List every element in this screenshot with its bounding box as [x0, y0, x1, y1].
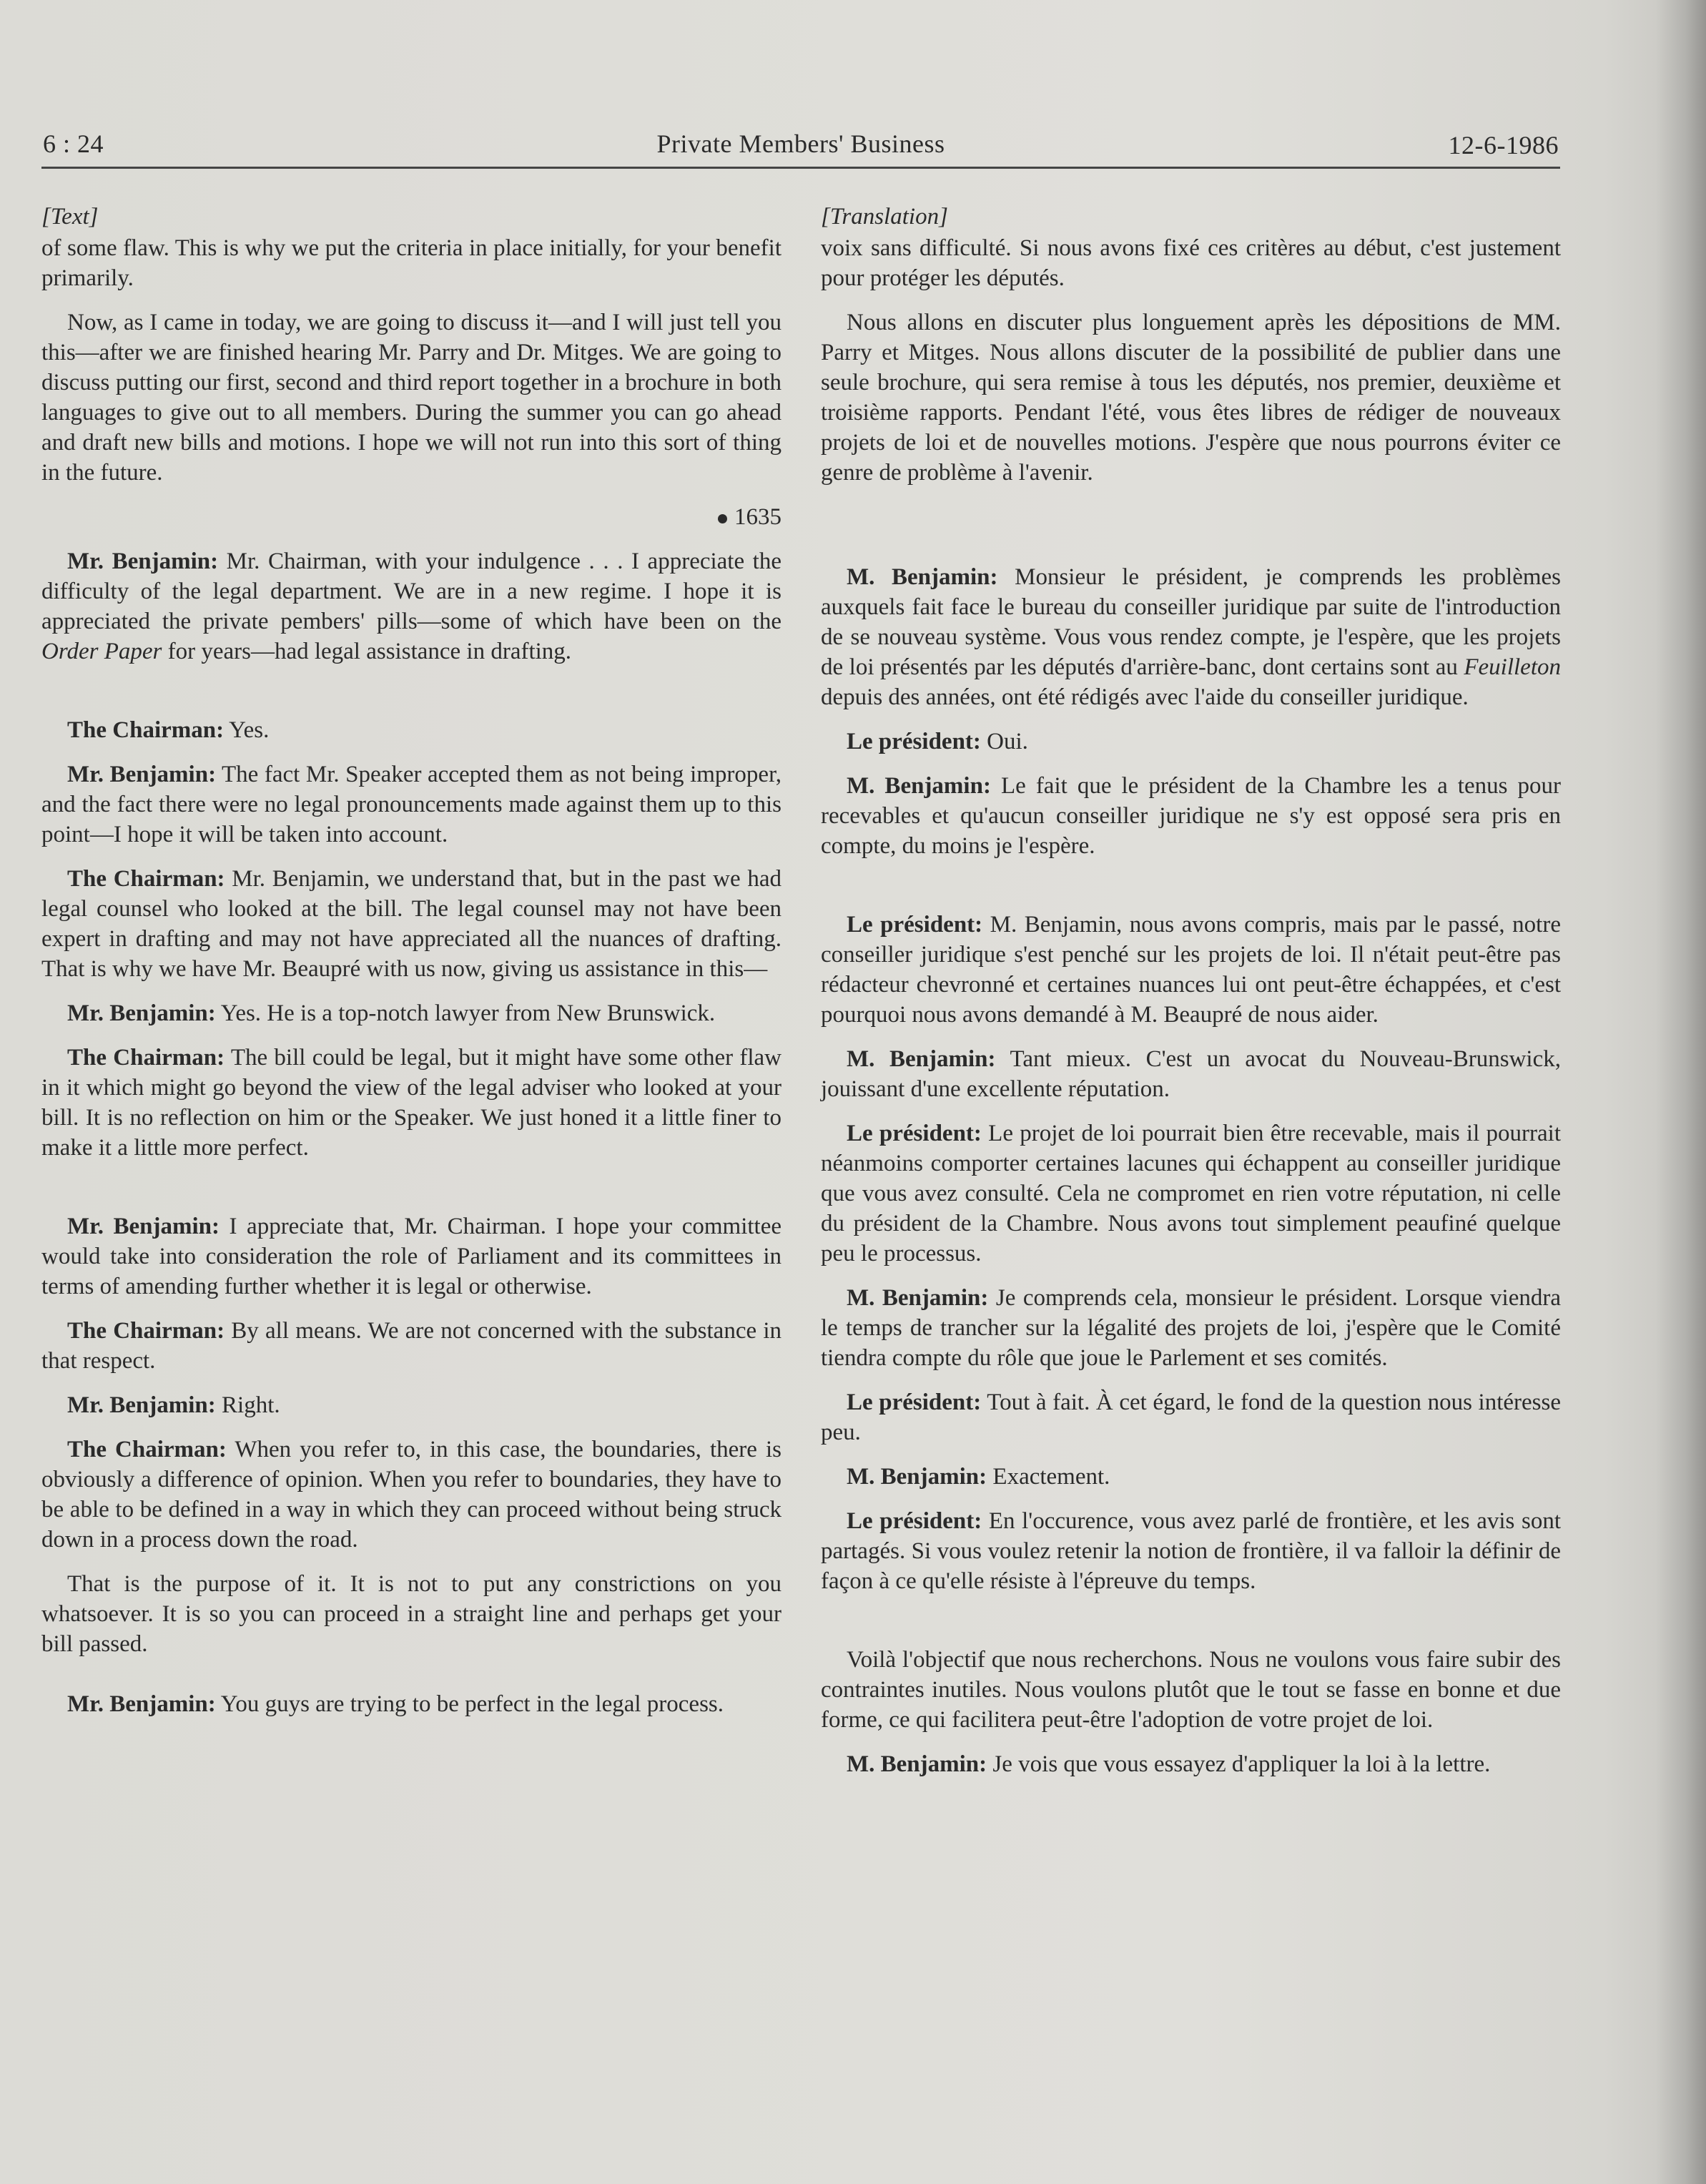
speech-turn: Le président: En l'occurence, vous avez parlé de frontière, et les avis sont partagés. Si vous voulez retenir la notion de frontière, il va falloir la définir de façon à ce qu'elle résiste à l'épreuve du temps.: [821, 1508, 1561, 1594]
speech-turn: Le président: Le projet de loi pourrait bien être recevable, mais il pourrait néanmoins comporter certaines lacunes qui échappent au conseiller juridique que vous avez consulté. Cela ne compromet en rien votre réputation, ni celle du président de la Chambre. Nous avons tout simplement peaufiné quelque peu le processus.: [821, 1121, 1561, 1266]
speaker-name: The Chairman:: [67, 866, 225, 892]
speech-turn: M. Benjamin: Exactement.: [847, 1464, 1110, 1490]
speaker-name: Le président:: [847, 912, 983, 938]
speech-turn: The Chairman: Yes.: [67, 717, 270, 743]
paragraph: voix sans difficulté. Si nous avons fixé ces critères au début, c'est justement pour protéger les députés.: [821, 235, 1561, 291]
speaker-name: M. Benjamin:: [847, 1751, 987, 1777]
speaker-name: M. Benjamin:: [847, 773, 991, 799]
running-title: Private Members' Business: [656, 129, 945, 158]
paragraph: of some flaw. This is why we put the criteria in place initially, for your benefit primarily.: [41, 235, 781, 291]
speech-turn: M. Benjamin: Tant mieux. C'est un avocat du Nouveau-Brunswick, jouissant d'une excellente réputation.: [821, 1046, 1561, 1102]
speaker-name: Le président:: [847, 1121, 982, 1146]
speaker-name: M. Benjamin:: [847, 564, 998, 590]
speaker-name: Mr. Benjamin:: [67, 549, 219, 574]
speech-turn: M. Benjamin: Monsieur le président, je comprends les problèmes auxquels fait face le bureau du conseiller juridique par suite de l'introduction de se nouveau système. Vous vous rendez compte, je l'espère, que les projets de loi présentés par les députés d'arrière-banc, dont certains sont au Feuilleton depuis des années, ont été rédigés avec l'aide du conseiller juridique.: [821, 564, 1562, 710]
speech-turn: Le président: M. Benjamin, nous avons compris, mais par le passé, notre conseiller juridique s'est penché sur les projets de loi. Il n'était peut-être pas rédacteur chevronné et certaines nuances lui ont peut-être échappées, et c'est pourquoi nous avons demandé à M. Beaupré de nous aider.: [821, 912, 1561, 1028]
header-rule: [41, 167, 1560, 169]
speech-turn: Mr. Benjamin: Mr. Chairman, with your indulgence . . . I appreciate the difficulty of the legal department. We are in a new regime. I hope it is appreciated the private pembers' pills—some of which have been on the Order Paper for years—had legal assistance in drafting.: [41, 549, 782, 664]
speech-turn: The Chairman: By all means. We are not concerned with the substance in that respect.: [41, 1318, 781, 1374]
column-label: [Text]: [41, 204, 99, 230]
page-edge-shadow: [1656, 0, 1706, 2184]
speech-turn: Mr. Benjamin: Right.: [67, 1392, 280, 1418]
speaker-name: Le président:: [847, 729, 981, 754]
speech-turn: Mr. Benjamin: Yes. He is a top-notch lawyer from New Brunswick.: [67, 1000, 716, 1026]
french-column: [821, 202, 1561, 1794]
speaker-name: M. Benjamin:: [847, 1046, 996, 1072]
speech-turn: The Chairman: When you refer to, in this case, the boundaries, there is obviously a difference of opinion. When you refer to boundaries, they have to be able to be defined in a way in which they can proceed without being struck down in a process down the road.: [41, 1437, 781, 1553]
speech-turn: M. Benjamin: Le fait que le président de la Chambre les a tenus pour recevables et qu'aucun conseiller juridique ne s'y est opposé sera pris en compte, du moins je l'espère.: [821, 773, 1561, 859]
page-number: 6 : 24: [43, 129, 104, 158]
speaker-name: Mr. Benjamin:: [67, 1000, 216, 1026]
speaker-name: The Chairman:: [67, 1437, 227, 1462]
speaker-name: Mr. Benjamin:: [67, 1392, 216, 1418]
speaker-name: Le président:: [847, 1389, 982, 1415]
speaker-name: M. Benjamin:: [847, 1285, 989, 1311]
speaker-name: M. Benjamin:: [847, 1464, 987, 1490]
speech-turn: Mr. Benjamin: I appreciate that, Mr. Chairman. I hope your committee would take into consideration the role of Parliament and its committees in terms of amending further whether it is legal or otherwise.: [41, 1214, 781, 1299]
speech-turn: Mr. Benjamin: You guys are trying to be perfect in the legal process.: [67, 1691, 724, 1717]
speaker-name: Mr. Benjamin:: [67, 1214, 220, 1239]
speech-turn: Le président: Tout à fait. À cet égard, le fond de la question nous intéresse peu.: [821, 1389, 1561, 1445]
paragraph: Voilà l'objectif que nous recherchons. Nous ne voulons vous faire subir des contraintes inutiles. Nous voulons plutôt que le tout se fasse en bonne et due forme, ce qui facilitera peut-être l'adoption de votre projet de loi.: [821, 1647, 1561, 1733]
speaker-name: The Chairman:: [67, 717, 225, 743]
speaker-name: Mr. Benjamin:: [67, 1691, 216, 1717]
column-label: [Translation]: [821, 204, 948, 230]
speaker-name: The Chairman:: [67, 1318, 225, 1344]
paragraph: Now, as I came in today, we are going to discuss it—and I will just tell you this—after we are finished hearing Mr. Parry and Dr. Mitges. We are going to discuss putting our first, second and third report together in a brochure in both languages to give out to all members. During the summer you can go ahead and draft new bills and motions. I hope we will not run into this sort of thing in the future.: [41, 310, 781, 486]
speech-turn: M. Benjamin: Je comprends cela, monsieur le président. Lorsque viendra le temps de trancher sur la légalité des projets de loi, j'espère que le Comité tiendra compte du rôle que joue le Parlement et ses comités.: [821, 1285, 1561, 1371]
speech-turn: The Chairman: Mr. Benjamin, we understand that, but in the past we had legal counsel who looked at the bill. The legal counsel may not have been expert in drafting and may not have appreciated all the nuances of drafting. That is why we have Mr. Beaupré with us now, giving us assistance in this—: [41, 866, 782, 982]
speech-turn: M. Benjamin: Je vois que vous essayez d'appliquer la loi à la lettre.: [847, 1751, 1491, 1777]
speaker-name: Mr. Benjamin:: [67, 762, 217, 787]
speech-turn: Le président: Oui.: [847, 729, 1028, 754]
time-marker: 1635: [41, 502, 781, 532]
speaker-name: Le président:: [847, 1508, 982, 1534]
paragraph: Nous allons en discuter plus longuement après les dépositions de MM. Parry et Mitges. Nous allons discuter de la possibilité de publier dans une seule brochure, qui sera remise à tous les députés, nos premier, deuxième et troisième rapports. Pendant l'été, vous êtes libres de rédiger de nouveaux projets de loi et de nouvelles motions. J'espère que nous pourrons éviter ce genre de problème à l'avenir.: [821, 310, 1561, 486]
header-date: 12-6-1986: [1448, 131, 1559, 159]
speech-turn: Mr. Benjamin: The fact Mr. Speaker accepted them as not being improper, and the fact there were no legal pronouncements made against them up to this point—I hope it will be taken into account.: [41, 762, 781, 847]
bullet-icon: [718, 514, 727, 523]
page-header: [43, 129, 1559, 169]
speaker-name: The Chairman:: [67, 1045, 225, 1071]
english-column: [41, 202, 781, 1733]
speech-turn: The Chairman: The bill could be legal, but it might have some other flaw in it which might go beyond the view of the legal adviser who looked at your bill. It is no reflection on him or the Speaker. We just honed it a little finer to make it a little more perfect.: [41, 1045, 782, 1161]
paragraph: That is the purpose of it. It is not to put any constrictions on you whatsoever. It is so you can proceed in a straight line and perhaps get your bill passed.: [41, 1571, 781, 1657]
